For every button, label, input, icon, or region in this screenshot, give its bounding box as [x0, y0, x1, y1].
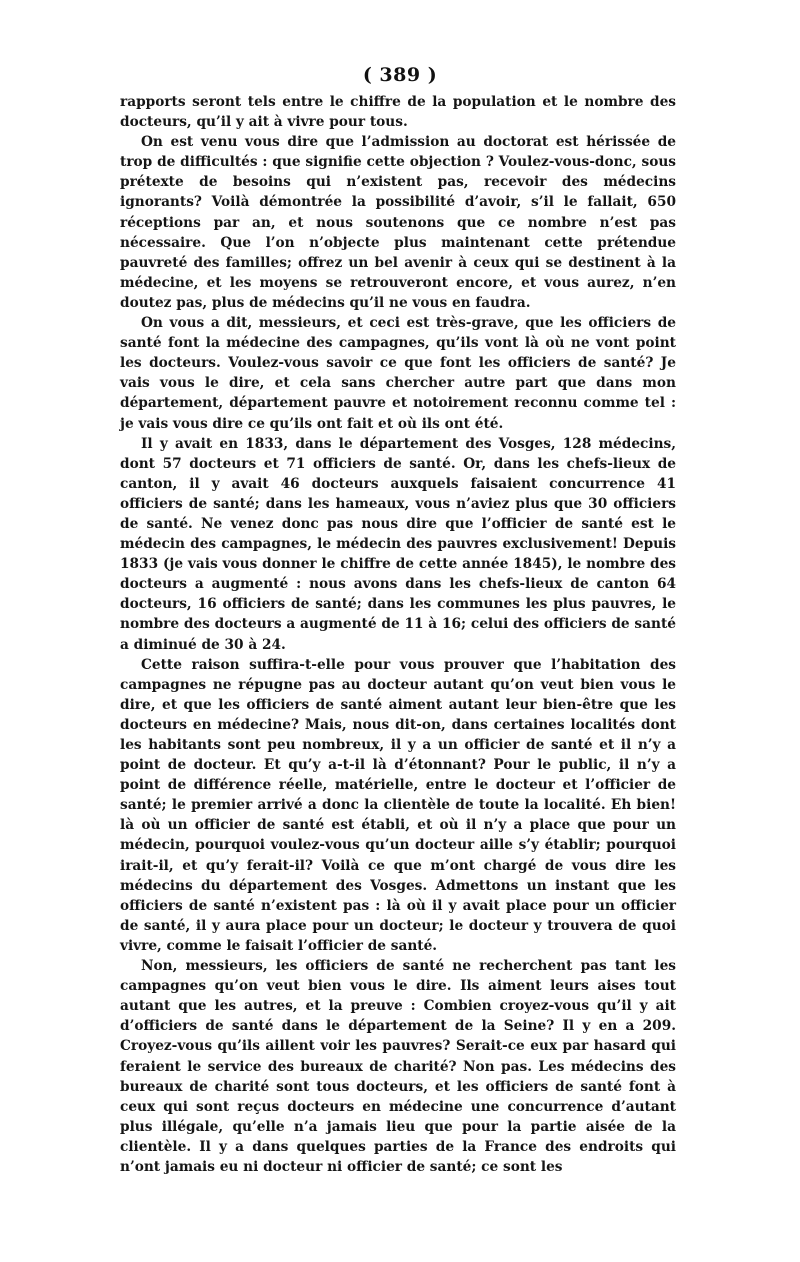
- paragraph-continuation: rapports seront tels entre le chiffre de la population et le nombre des docteurs, qu’il y ait à vivre pour tous.: [120, 94, 676, 131]
- paragraph-doctorat-difficultes: On est venu vous dire que l’admission au doctorat est hérissée de trop de difficultés : que signifie cette objection ? Voulez-vous-donc, sous prétexte de besoins qui n’existent pas, recevoir des médecins ignorants? Voilà démontrée la possibilité d’avoir, s’il le fallait, 650 réceptions par an, et nous soutenons que ce nombre n’est pas nécessaire. Que l’on n’objecte plus maintenant cette prétendue pauvreté des familles; offrez un bel avenir à ceux qui se destinent à la médecine, et les moyens se retrouveront encore, et vous aurez, n’en doutez pas, plus de médecins qu’il ne vous en faudra.: [120, 134, 676, 311]
- paragraph-statistiques-vosges: Il y avait en 1833, dans le département des Vosges, 128 médecins, dont 57 docteurs et 71 officiers de santé. Or, dans les chefs-lieux de canton, il y avait 46 docteurs auxquels faisaient concurrence 41 officiers de santé; dans les hameaux, vous n’aviez plus que 30 officiers de santé. Ne venez donc pas nous dire que l’officier de santé est le médecin des campagnes, le médecin des pauvres exclusivement! Depuis 1833 (je vais vous donner le chiffre de cette année 1845), le nombre des docteurs a augmenté : nous avons dans les chefs-lieux de canton 64 docteurs, 16 officiers de santé; dans les communes les plus pauvres, le nombre des docteurs a augmenté de 11 à 16; celui des officiers de santé a diminué de 30 à 24.: [120, 435, 676, 653]
- paragraph-officiers-campagnes: On vous a dit, messieurs, et ceci est très-grave, que les officiers de santé font la médecine des campagnes, qu’ils vont là où ne vont point les docteurs. Voulez-vous savoir ce que font les officiers de santé? Je vais vous le dire, et cela sans chercher autre part que dans mon département, département pauvre et notoirement reconnu comme tel : je vais vous dire ce qu’ils ont fait et où ils ont été.: [120, 315, 676, 432]
- paragraph-habitation-campagnes: Cette raison suffira-t-elle pour vous prouver que l’habitation des campagnes ne répugne pas au docteur autant qu’on veut bien vous le dire, et que les officiers de santé aiment autant leur bien-être que les docteurs en médecine? Mais, nous dit-on, dans certaines localités dont les habitants sont peu nombreux, il y a un officier de santé et il n’y a point de docteur. Et qu’y a-t-il là d’étonnant? Pour le public, il n’y a point de différence réelle, matérielle, entre le docteur et l’officier de santé; le premier arrivé a donc la clientèle de toute la localité. Eh bien! là où un officier de santé est établi, et où il n’y a place que pour un médecin, pourquoi voulez-vous qu’un docteur aille s’y établir; pourquoi irait-il, et qu’y ferait-il? Voilà ce que m’ont chargé de vous dire les médecins du département des Vosges. Admettons un instant que les officiers de santé n’existent pas : là où il y avait place pour un officier de santé, il y aura place pour un docteur; le docteur y trouvera de quoi vivre, comme le faisait l’officier de santé.: [120, 656, 676, 954]
- paragraph-seine-officiers: Non, messieurs, les officiers de santé ne recherchent pas tant les campagnes qu’on veut bien vous le dire. Ils aiment leurs aises tout autant que les autres, et la preuve : Combien croyez-vous qu’il y ait d’officiers de santé dans le département de la Seine? Il y en a 209. Croyez-vous qu’ils aillent voir les pauvres? Serait-ce eux par hasard qui feraient le service des bureaux de charité? Non pas. Les médecins des bureaux de charité sont tous docteurs, et les officiers de santé font à ceux qui sont reçus docteurs en médecine une concurrence d’autant plus illégale, qu’elle n’a jamais lieu que pour la partie aisée de la clientèle. Il y a dans quelques parties de la France des endroits qui n’ont jamais eu ni docteur ni officier de santé; ce sont les: [120, 958, 676, 1175]
- body-text: [120, 92, 676, 1177]
- page-number: ( 389 ): [362, 64, 438, 86]
